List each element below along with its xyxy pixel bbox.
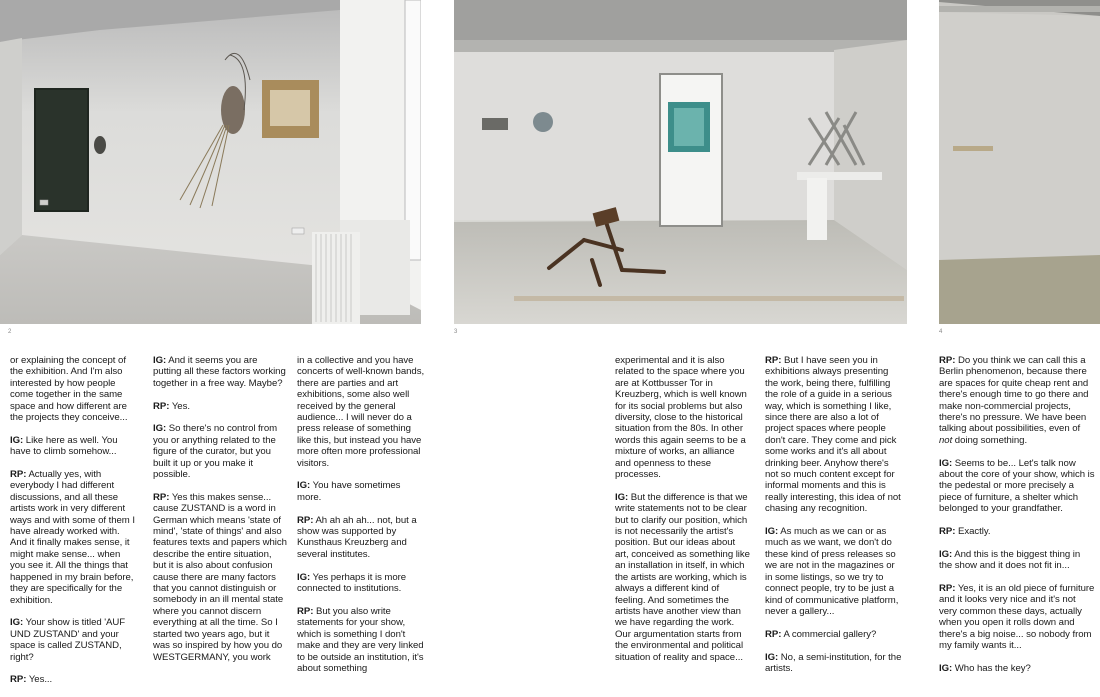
paragraph: in a collective and you have concerts of well-known bands, there are parties and art exhibitions, some also well received by the general audience... I will never do a press release of something like this, but instead you have more often more professional visitors. — [297, 355, 425, 469]
paragraph: IG: No, a semi-institution, for the artists. — [765, 651, 902, 674]
paragraph: IG: Who has the key? — [939, 662, 1031, 674]
paragraph: RP: Yes, it is an old piece of furniture and it looks very nice and it's not very common these days, actually when you open it rolls down and there's a big noise... so nobody from my family wants it... — [939, 583, 1095, 652]
paragraph: RP: But you also write statements for your show, which is something I don't make and they are very linked to be outside an institution, it's about something — [297, 605, 424, 674]
paragraph: RP: Actually yes, with everybody I had different discussions, and all these artists work in very different ways and with some of them I have already worked with. And it finally makes sense, it might make sense... when you see it. All the things that happened in my brain before, they are specifically for the exhibition. — [10, 469, 135, 606]
photo-number: 4 — [939, 329, 943, 335]
paragraph: RP: Ah ah ah ah... not, but a show was supported by Kunsthaus Kreuzberg and several institutes. — [297, 514, 417, 560]
paragraph: RP: Yes... — [10, 674, 53, 686]
paragraph: IG: Like here as well. You have to climb somehow... — [10, 434, 118, 458]
text-column-3 — [297, 355, 425, 686]
paragraph: IG: So there's no control from you or anything related to the figure of the curator, but you built it up or you make it possible. — [153, 423, 278, 481]
text-column-2 — [153, 355, 287, 674]
photo-number: 3 — [454, 329, 458, 335]
photo-2 — [0, 0, 421, 324]
paragraph: experimental and it is also related to the space where you are at Kottbusser Tor in Kreuzberg, which is well known for its social problems but also diversity, close to the historical situation from the 80s. In other words this again seems to be a mixture of works, an alliance and openness to these processes. — [615, 355, 747, 481]
text-column-4 — [615, 355, 751, 674]
paragraph: IG: As much as we can or as much as we want, we don't do these kind of press releases so we are not in the magazines or in some listings, so we try to connect people, try to be just a kind of communicative platform, never a gallery... — [765, 526, 899, 617]
text-column-5 — [765, 355, 903, 686]
text-column-6 — [939, 355, 1095, 686]
paragraph: RP: Yes this makes sense... cause ZUSTAND is a word in German which means 'state of mind', 'state of things' and also features texts and papers which describe the entire situation, but it is also about confusion cause there are many factors that you cannot distinguish or somebody in an ill mental state where you cannot discern everything at all the time. So I started two years ago, but it was so inspired by how you do WESTGERMANY, you work — [153, 491, 287, 663]
photo-4 — [939, 0, 1100, 324]
paragraph: RP: A commercial gallery? — [765, 628, 877, 640]
photo-3 — [454, 0, 907, 324]
paragraph: IG: And this is the biggest thing in the show and it does not fit in... — [939, 548, 1081, 572]
paragraph: IG: Seems to be... Let's talk now about the core of your show, which is the pedestal or more precisely a piece of furniture, a shelter which belonged to your grandfather. — [939, 457, 1095, 515]
paragraph: RP: But I have seen you in exhibitions always presenting the work, being there, fulfilling the role of a guide in a serious way, which is something I like, since there are also a lot of project spaces where people don't care. They come and pick some works and it's all about drinking beer. Anyhow there's not so much content except for informal moments and this is really interesting, this idea of not chasing any recognition. — [765, 355, 901, 515]
paragraph: IG: But the difference is that we write statements not to be clear but to clarify our position, which is not necessarily the artist's position. But our ideas about art, conceived as something like an installation in itself, in which the artists are working, which is always a different kind of feeling. And sometimes the artists have another view than we have regarding the work. Our argumentation starts from the environmental and political situation of reality and space... — [615, 491, 750, 663]
paragraph: IG: And it seems you are putting all these factors working together in a free way. Maybe? — [153, 355, 286, 389]
photo-number: 2 — [8, 329, 12, 335]
text-column-1 — [10, 355, 138, 697]
paragraph: RP: Yes. — [153, 400, 190, 412]
paragraph: or explaining the concept of the exhibition. And I'm also interested by how people come together in the same space and how different are the projects they conceive... — [10, 355, 128, 424]
paragraph: IG: Yes perhaps it is more connected to institutions. — [297, 571, 407, 595]
paragraph: IG: You have sometimes more. — [297, 480, 401, 503]
paragraph: RP: Do you think we can call this a Berlin phenomenon, because there are spaces for quite cheap rent and there's enough time to go there and make non-commercial projects, there's no pressure. We have been talking about possibilities, even of not doing something. — [939, 355, 1089, 446]
paragraph: IG: Your show is titled 'AUF UND ZUSTAND' and your space is called ZUSTAND, right? — [10, 617, 126, 663]
paragraph: RP: Exactly. — [939, 526, 991, 538]
